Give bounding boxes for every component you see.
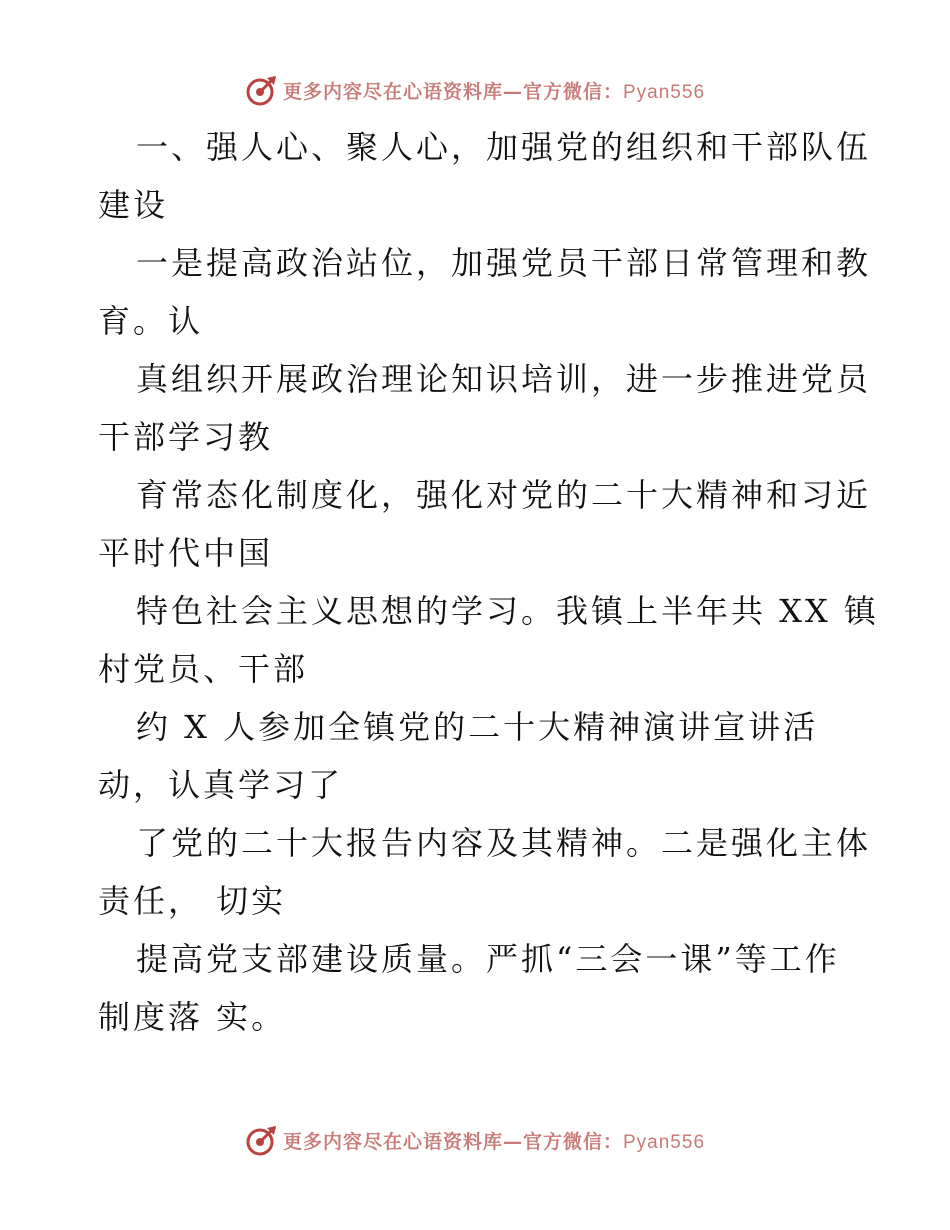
body-line: 真组织开展政治理论知识培训，进一步推进党员 — [136, 360, 872, 398]
document-body — [98, 118, 879, 1046]
footer-account: Pyan556 — [623, 1131, 706, 1153]
header-banner — [0, 72, 950, 108]
header-account: Pyan556 — [623, 81, 706, 103]
header-brand-text: 更多内容尽在心语资料库—官方微信： — [282, 80, 623, 103]
body-line: 建设 — [98, 186, 169, 224]
body-line: 干部学习教 — [98, 418, 274, 456]
body-line: 平时代中国 — [98, 534, 274, 572]
body-line: 育。认 — [98, 302, 204, 340]
body-line: 制度落 实。 — [98, 998, 287, 1036]
header-brand-line — [283, 77, 705, 104]
body-line: 动，认真学习了 — [98, 766, 344, 804]
body-line: 一是提高政治站位，加强党员干部日常管理和教 — [136, 244, 872, 282]
footer-brand-text: 更多内容尽在心语资料库—官方微信： — [282, 1130, 623, 1153]
footer-brand-line — [283, 1127, 705, 1154]
body-line: 责任， 切实 — [98, 882, 287, 920]
quill-logo-icon — [245, 1123, 279, 1157]
footer-banner — [0, 1122, 950, 1158]
body-line: 了党的二十大报告内容及其精神。二是强化主体 — [136, 824, 872, 862]
body-line: 村党员、干部 — [98, 650, 309, 688]
body-line: 育常态化制度化，强化对党的二十大精神和习近 — [136, 476, 872, 514]
body-line: 提高党支部建设质量。严抓“三会一课”等工作 — [136, 940, 840, 978]
body-line: 约 X 人参加全镇党的二十大精神演讲宣讲活 — [136, 708, 819, 746]
body-line: 一、强人心、聚人心，加强党的组织和干部队伍 — [136, 128, 872, 166]
quill-logo-icon — [245, 73, 279, 107]
body-line: 特色社会主义思想的学习。我镇上半年共 XX 镇 — [136, 592, 879, 630]
